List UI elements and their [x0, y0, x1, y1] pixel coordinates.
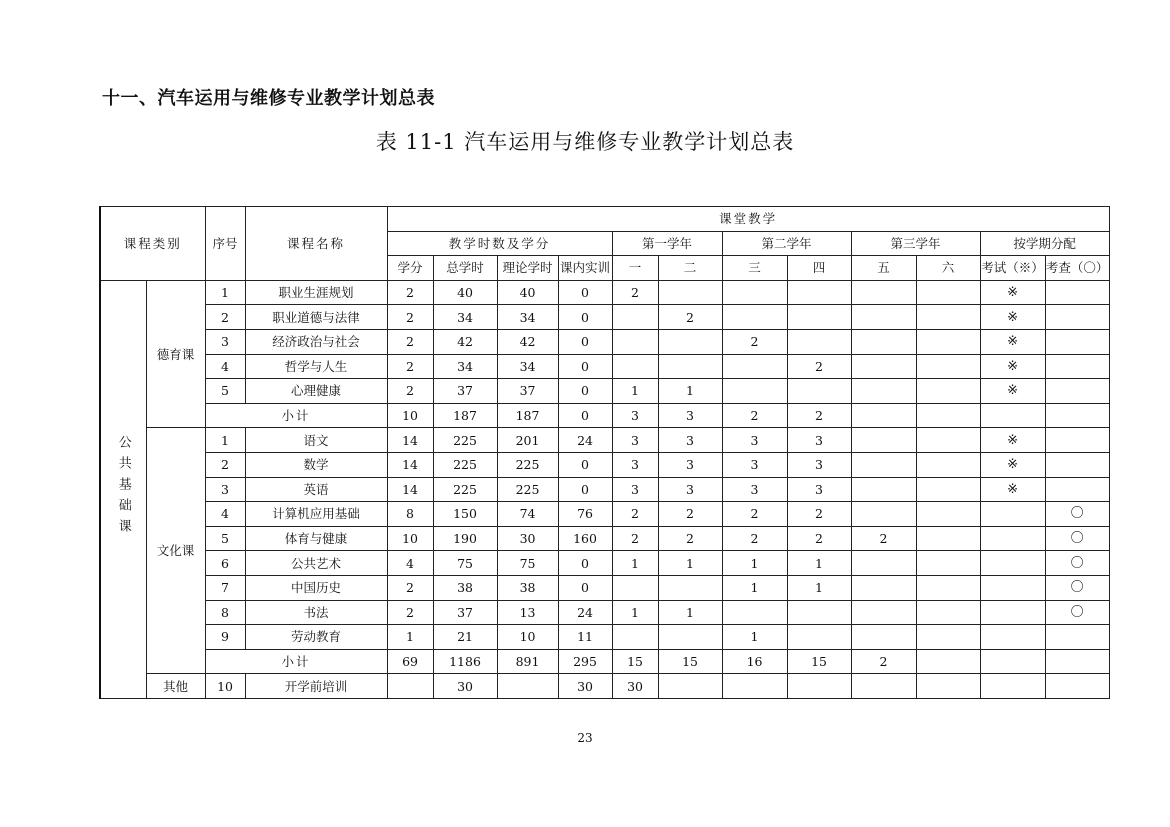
header-theory-hours: 理论学时	[497, 256, 558, 281]
table-row	[100, 280, 1109, 305]
cell	[1045, 625, 1109, 650]
group-other: 其他	[146, 674, 205, 699]
cell: 42	[497, 329, 558, 354]
cell: 3	[658, 477, 722, 502]
cell: 225	[497, 452, 558, 477]
cell: 1	[612, 379, 658, 404]
group-public: 公共基础课	[100, 280, 146, 698]
header-year1: 第一学年	[612, 231, 722, 256]
cell: 0	[558, 305, 612, 330]
cell	[787, 600, 851, 625]
subtotal-row	[100, 403, 1109, 428]
table-row	[100, 477, 1109, 502]
cell: 4	[205, 354, 245, 379]
cell	[916, 305, 980, 330]
cell: 开学前培训	[245, 674, 387, 699]
cell: 38	[497, 575, 558, 600]
cell: ※	[980, 477, 1045, 502]
cell: 1	[612, 600, 658, 625]
cell	[851, 600, 916, 625]
cell: 语文	[245, 428, 387, 453]
cell: 英语	[245, 477, 387, 502]
cell	[980, 502, 1045, 527]
cell: 3	[658, 452, 722, 477]
cell: 10	[387, 403, 433, 428]
header-check: 考查（〇）	[1045, 256, 1109, 281]
cell: 16	[722, 649, 787, 674]
cell: 150	[433, 502, 497, 527]
table-row	[100, 305, 1109, 330]
cell: 2	[387, 379, 433, 404]
cell: 11	[558, 625, 612, 650]
header-row-1	[100, 207, 1109, 232]
table-row	[100, 452, 1109, 477]
cell: 3	[205, 477, 245, 502]
cell: 190	[433, 526, 497, 551]
cell	[916, 477, 980, 502]
cell	[1045, 477, 1109, 502]
cell: 34	[433, 305, 497, 330]
cell: 37	[433, 600, 497, 625]
cell	[658, 674, 722, 699]
cell	[612, 305, 658, 330]
cell	[916, 600, 980, 625]
cell: 2	[658, 526, 722, 551]
cell: 数学	[245, 452, 387, 477]
cell	[851, 452, 916, 477]
cell	[916, 280, 980, 305]
cell: 2	[612, 526, 658, 551]
table-row	[100, 379, 1109, 404]
cell	[916, 551, 980, 576]
cell	[916, 502, 980, 527]
table-row	[100, 600, 1109, 625]
header-sem5: 五	[851, 256, 916, 281]
cell: 4	[205, 502, 245, 527]
cell: 1	[658, 600, 722, 625]
cell: 2	[387, 305, 433, 330]
cell	[658, 575, 722, 600]
cell: 2	[612, 280, 658, 305]
group-moral: 德育课	[146, 280, 205, 428]
cell	[658, 329, 722, 354]
cell	[851, 575, 916, 600]
table-caption: 表 11-1 汽车运用与维修专业教学计划总表	[375, 130, 795, 154]
cell	[1045, 403, 1109, 428]
cell: 2	[387, 575, 433, 600]
cell: 1	[722, 575, 787, 600]
cell	[980, 526, 1045, 551]
cell	[980, 600, 1045, 625]
cell: 225	[433, 452, 497, 477]
table-row	[100, 674, 1109, 699]
cell: 2	[205, 452, 245, 477]
cell: 心理健康	[245, 379, 387, 404]
header-year2: 第二学年	[722, 231, 851, 256]
cell: 2	[787, 526, 851, 551]
cell: 15	[787, 649, 851, 674]
cell: 1	[205, 428, 245, 453]
cell	[787, 305, 851, 330]
cell	[916, 329, 980, 354]
cell: 书法	[245, 600, 387, 625]
cell	[851, 477, 916, 502]
cell	[1045, 305, 1109, 330]
table-row	[100, 625, 1109, 650]
cell	[722, 354, 787, 379]
cell	[851, 502, 916, 527]
cell: ※	[980, 428, 1045, 453]
cell: 3	[612, 452, 658, 477]
cell: ※	[980, 305, 1045, 330]
cell	[980, 674, 1045, 699]
group-culture: 文化课	[146, 428, 205, 674]
cell: 2	[722, 329, 787, 354]
cell: 30	[612, 674, 658, 699]
cell	[1045, 428, 1109, 453]
cell	[1045, 452, 1109, 477]
subtotal-label: 小计	[205, 403, 387, 428]
table-row	[100, 329, 1109, 354]
cell: 〇	[1045, 600, 1109, 625]
cell	[851, 280, 916, 305]
cell	[658, 280, 722, 305]
cell: 75	[433, 551, 497, 576]
cell: 38	[433, 575, 497, 600]
cell: 1	[658, 379, 722, 404]
cell	[658, 354, 722, 379]
cell: 8	[387, 502, 433, 527]
cell	[980, 575, 1045, 600]
cell	[916, 674, 980, 699]
cell: 14	[387, 452, 433, 477]
cell: 34	[497, 305, 558, 330]
cell: 2	[612, 502, 658, 527]
cell	[497, 674, 558, 699]
cell	[787, 625, 851, 650]
cell: 3	[722, 452, 787, 477]
cell	[787, 379, 851, 404]
cell	[916, 379, 980, 404]
cell	[787, 329, 851, 354]
cell: 1	[612, 551, 658, 576]
cell: 0	[558, 551, 612, 576]
cell	[916, 526, 980, 551]
subtotal-label: 小计	[205, 649, 387, 674]
header-by-semester: 按学期分配	[980, 231, 1109, 256]
cell: 9	[205, 625, 245, 650]
cell: 〇	[1045, 575, 1109, 600]
cell	[851, 354, 916, 379]
cell: 4	[387, 551, 433, 576]
cell: 1	[658, 551, 722, 576]
cell: 0	[558, 403, 612, 428]
cell	[1045, 379, 1109, 404]
cell	[916, 428, 980, 453]
cell	[612, 625, 658, 650]
cell	[1045, 674, 1109, 699]
table-row	[100, 551, 1109, 576]
cell: ※	[980, 452, 1045, 477]
cell: 225	[433, 428, 497, 453]
header-credit: 学分	[387, 256, 433, 281]
cell	[722, 674, 787, 699]
cell: 891	[497, 649, 558, 674]
cell: 2	[722, 502, 787, 527]
cell: 3	[612, 428, 658, 453]
cell: 0	[558, 379, 612, 404]
cell	[980, 403, 1045, 428]
cell: 2	[387, 354, 433, 379]
cell	[1045, 354, 1109, 379]
cell	[612, 575, 658, 600]
cell	[612, 329, 658, 354]
cell	[916, 354, 980, 379]
cell: 1	[387, 625, 433, 650]
cell	[916, 625, 980, 650]
cell: 2	[387, 600, 433, 625]
cell: 3	[722, 477, 787, 502]
cell: 8	[205, 600, 245, 625]
table-row	[100, 354, 1109, 379]
cell: 24	[558, 600, 612, 625]
cell	[851, 379, 916, 404]
cell: 24	[558, 428, 612, 453]
cell: 30	[558, 674, 612, 699]
cell: 计算机应用基础	[245, 502, 387, 527]
cell: 2	[787, 354, 851, 379]
header-sem2: 二	[658, 256, 722, 281]
cell: 〇	[1045, 526, 1109, 551]
cell	[916, 452, 980, 477]
cell: 3	[787, 477, 851, 502]
cell: 225	[433, 477, 497, 502]
cell: 201	[497, 428, 558, 453]
cell: 30	[433, 674, 497, 699]
cell	[916, 649, 980, 674]
cell	[722, 379, 787, 404]
table-row	[100, 502, 1109, 527]
header-course-name: 课程名称	[245, 207, 387, 281]
cell	[1045, 329, 1109, 354]
cell	[787, 674, 851, 699]
cell	[722, 600, 787, 625]
cell: 40	[497, 280, 558, 305]
cell: 42	[433, 329, 497, 354]
cell: 经济政治与社会	[245, 329, 387, 354]
cell: 5	[205, 526, 245, 551]
table-row	[100, 575, 1109, 600]
cell: 7	[205, 575, 245, 600]
cell: ※	[980, 354, 1045, 379]
cell: 1	[787, 551, 851, 576]
cell: 1	[205, 280, 245, 305]
cell: 14	[387, 428, 433, 453]
cell: 中国历史	[245, 575, 387, 600]
cell	[722, 305, 787, 330]
cell: 2	[205, 305, 245, 330]
cell: 2	[787, 403, 851, 428]
cell: 1	[787, 575, 851, 600]
cell: 10	[387, 526, 433, 551]
cell: 15	[658, 649, 722, 674]
cell: 14	[387, 477, 433, 502]
cell: 5	[205, 379, 245, 404]
page-number: 23	[577, 731, 593, 745]
cell: 职业生涯规划	[245, 280, 387, 305]
cell	[787, 280, 851, 305]
cell: ※	[980, 379, 1045, 404]
cell	[851, 403, 916, 428]
header-exam: 考试（※）	[980, 256, 1045, 281]
cell: 2	[387, 329, 433, 354]
cell: 劳动教育	[245, 625, 387, 650]
header-hours-credits: 教学时数及学分	[387, 231, 612, 256]
cell: 3	[787, 452, 851, 477]
cell: 3	[722, 428, 787, 453]
cell: 3	[612, 403, 658, 428]
cell: 2	[722, 526, 787, 551]
cell	[980, 625, 1045, 650]
cell: 体育与健康	[245, 526, 387, 551]
header-total-hours: 总学时	[433, 256, 497, 281]
header-sem3: 三	[722, 256, 787, 281]
cell: 哲学与人生	[245, 354, 387, 379]
cell: 1186	[433, 649, 497, 674]
header-sem1: 一	[612, 256, 658, 281]
cell	[387, 674, 433, 699]
cell: 37	[433, 379, 497, 404]
header-seq: 序号	[205, 207, 245, 281]
cell: 10	[205, 674, 245, 699]
cell: 0	[558, 452, 612, 477]
cell: 2	[722, 403, 787, 428]
cell	[916, 575, 980, 600]
cell: 34	[433, 354, 497, 379]
cell	[851, 674, 916, 699]
cell: 1	[722, 625, 787, 650]
cell: 0	[558, 354, 612, 379]
cell	[851, 551, 916, 576]
cell: 75	[497, 551, 558, 576]
cell: 1	[722, 551, 787, 576]
cell: 2	[851, 526, 916, 551]
cell: ※	[980, 280, 1045, 305]
teaching-plan-table	[99, 206, 1110, 699]
cell	[612, 354, 658, 379]
cell: 15	[612, 649, 658, 674]
cell: 公共艺术	[245, 551, 387, 576]
cell: 〇	[1045, 502, 1109, 527]
cell: 160	[558, 526, 612, 551]
cell: 3	[612, 477, 658, 502]
header-practice-hours: 课内实训	[558, 256, 612, 281]
cell: 2	[851, 649, 916, 674]
cell: 6	[205, 551, 245, 576]
cell	[722, 280, 787, 305]
cell	[916, 403, 980, 428]
cell: 187	[497, 403, 558, 428]
header-classroom: 课堂教学	[387, 207, 1109, 232]
cell: 3	[787, 428, 851, 453]
cell: 74	[497, 502, 558, 527]
cell: 2	[387, 280, 433, 305]
cell: 69	[387, 649, 433, 674]
cell	[1045, 280, 1109, 305]
cell: 3	[658, 428, 722, 453]
header-year3: 第三学年	[851, 231, 980, 256]
cell: 0	[558, 477, 612, 502]
cell: 2	[658, 305, 722, 330]
subtotal-row	[100, 649, 1109, 674]
cell	[851, 625, 916, 650]
table-row	[100, 428, 1109, 453]
cell: 30	[497, 526, 558, 551]
cell: 21	[433, 625, 497, 650]
header-category: 课程类别	[100, 207, 205, 281]
cell	[851, 428, 916, 453]
cell: 0	[558, 329, 612, 354]
cell: ※	[980, 329, 1045, 354]
cell: 76	[558, 502, 612, 527]
cell: 13	[497, 600, 558, 625]
cell: 3	[205, 329, 245, 354]
table-row	[100, 526, 1109, 551]
cell: 295	[558, 649, 612, 674]
cell	[980, 551, 1045, 576]
cell	[658, 625, 722, 650]
cell: 225	[497, 477, 558, 502]
cell	[851, 329, 916, 354]
table-body	[100, 207, 1109, 699]
cell: 2	[658, 502, 722, 527]
cell	[980, 649, 1045, 674]
header-sem4: 四	[787, 256, 851, 281]
cell: 187	[433, 403, 497, 428]
cell: 0	[558, 280, 612, 305]
cell: 0	[558, 575, 612, 600]
cell: 34	[497, 354, 558, 379]
cell: 10	[497, 625, 558, 650]
cell: 3	[658, 403, 722, 428]
section-heading: 十一、汽车运用与维修专业教学计划总表	[102, 88, 435, 109]
cell: 40	[433, 280, 497, 305]
cell	[1045, 649, 1109, 674]
cell	[851, 305, 916, 330]
cell: 2	[787, 502, 851, 527]
cell: 〇	[1045, 551, 1109, 576]
cell: 职业道德与法律	[245, 305, 387, 330]
cell: 37	[497, 379, 558, 404]
header-sem6: 六	[916, 256, 980, 281]
